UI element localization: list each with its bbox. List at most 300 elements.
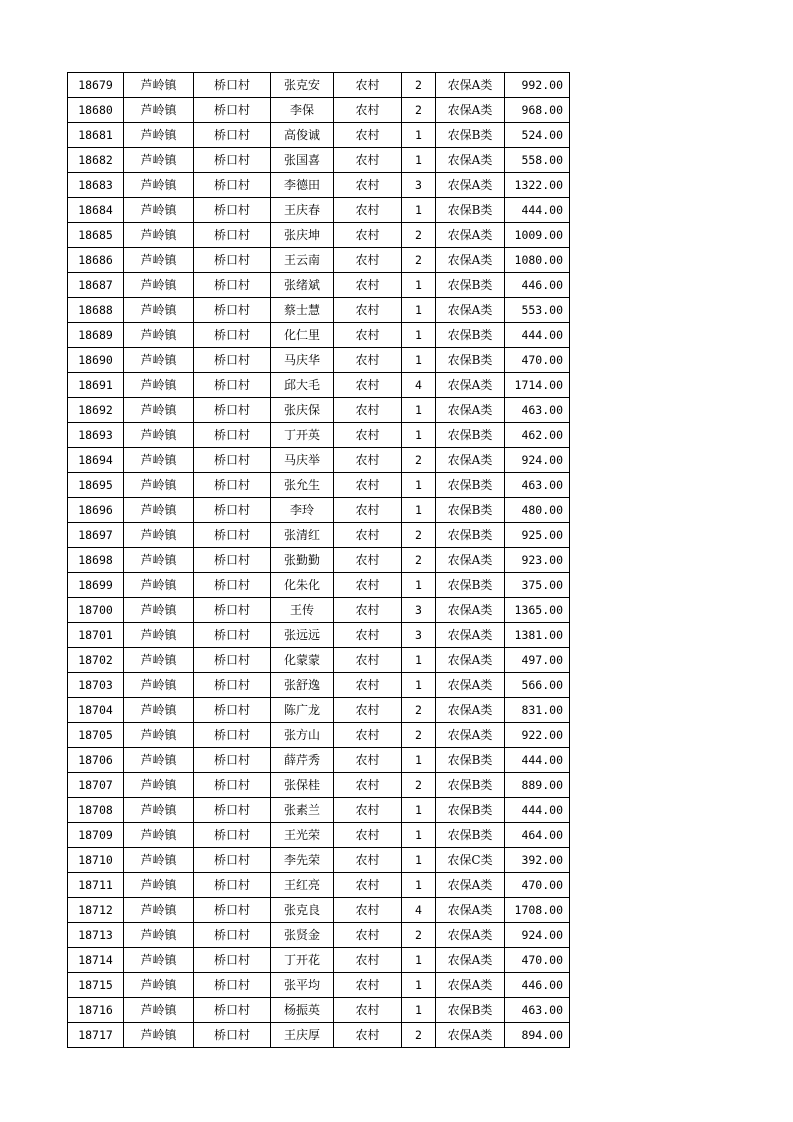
household-count-cell: 1 (402, 998, 436, 1023)
amount-cell: 392.00 (505, 848, 570, 873)
name-cell: 李保 (271, 98, 334, 123)
table-row (68, 248, 570, 273)
name-cell: 张绪斌 (271, 273, 334, 298)
area-type-cell: 农村 (334, 348, 402, 373)
table-row (68, 973, 570, 998)
table-row (68, 498, 570, 523)
insurance-class-cell: 农保A类 (436, 923, 505, 948)
household-count-cell: 1 (402, 748, 436, 773)
village-cell: 桥口村 (194, 573, 271, 598)
table-row (68, 198, 570, 223)
town-cell: 芦岭镇 (124, 198, 194, 223)
household-count-cell: 2 (402, 698, 436, 723)
table-row (68, 898, 570, 923)
amount-cell: 446.00 (505, 273, 570, 298)
insurance-class-cell: 农保A类 (436, 948, 505, 973)
area-type-cell: 农村 (334, 923, 402, 948)
insurance-class-cell: 农保A类 (436, 398, 505, 423)
name-cell: 张方山 (271, 723, 334, 748)
area-type-cell: 农村 (334, 498, 402, 523)
name-cell: 张允生 (271, 473, 334, 498)
village-cell: 桥口村 (194, 448, 271, 473)
insurance-class-cell: 农保A类 (436, 898, 505, 923)
insurance-class-cell: 农保A类 (436, 448, 505, 473)
amount-cell: 923.00 (505, 548, 570, 573)
area-type-cell: 农村 (334, 273, 402, 298)
amount-cell: 462.00 (505, 423, 570, 448)
table-row (68, 448, 570, 473)
insurance-class-cell: 农保A类 (436, 873, 505, 898)
table-row (68, 273, 570, 298)
area-type-cell: 农村 (334, 123, 402, 148)
household-count-cell: 1 (402, 398, 436, 423)
amount-cell: 1381.00 (505, 623, 570, 648)
town-cell: 芦岭镇 (124, 148, 194, 173)
row-id-cell: 18705 (68, 723, 124, 748)
area-type-cell: 农村 (334, 873, 402, 898)
household-count-cell: 2 (402, 248, 436, 273)
row-id-cell: 18700 (68, 598, 124, 623)
name-cell: 薛芹秀 (271, 748, 334, 773)
insurance-class-cell: 农保A类 (436, 673, 505, 698)
table-row (68, 573, 570, 598)
town-cell: 芦岭镇 (124, 573, 194, 598)
town-cell: 芦岭镇 (124, 848, 194, 873)
town-cell: 芦岭镇 (124, 648, 194, 673)
amount-cell: 470.00 (505, 873, 570, 898)
area-type-cell: 农村 (334, 773, 402, 798)
table-row (68, 598, 570, 623)
name-cell: 张庆坤 (271, 223, 334, 248)
insurance-class-cell: 农保A类 (436, 698, 505, 723)
village-cell: 桥口村 (194, 948, 271, 973)
name-cell: 陈广龙 (271, 698, 334, 723)
amount-cell: 444.00 (505, 323, 570, 348)
village-cell: 桥口村 (194, 673, 271, 698)
table-row (68, 823, 570, 848)
table-row (68, 423, 570, 448)
household-count-cell: 4 (402, 373, 436, 398)
area-type-cell: 农村 (334, 548, 402, 573)
amount-cell: 1714.00 (505, 373, 570, 398)
name-cell: 王庆春 (271, 198, 334, 223)
table-row (68, 348, 570, 373)
table-row (68, 873, 570, 898)
table-row (68, 948, 570, 973)
household-count-cell: 2 (402, 548, 436, 573)
amount-cell: 444.00 (505, 748, 570, 773)
area-type-cell: 农村 (334, 223, 402, 248)
table-row (68, 523, 570, 548)
village-cell: 桥口村 (194, 73, 271, 98)
area-type-cell: 农村 (334, 398, 402, 423)
row-id-cell: 18693 (68, 423, 124, 448)
name-cell: 李先荣 (271, 848, 334, 873)
insurance-class-cell: 农保B类 (436, 198, 505, 223)
name-cell: 杨振英 (271, 998, 334, 1023)
insurance-class-cell: 农保A类 (436, 723, 505, 748)
name-cell: 王庆厚 (271, 1023, 334, 1048)
town-cell: 芦岭镇 (124, 948, 194, 973)
table-row (68, 848, 570, 873)
household-count-cell: 1 (402, 273, 436, 298)
name-cell: 张勤勤 (271, 548, 334, 573)
name-cell: 王传 (271, 598, 334, 623)
village-cell: 桥口村 (194, 998, 271, 1023)
village-cell: 桥口村 (194, 148, 271, 173)
village-cell: 桥口村 (194, 648, 271, 673)
amount-cell: 464.00 (505, 823, 570, 848)
insurance-class-cell: 农保A类 (436, 373, 505, 398)
village-cell: 桥口村 (194, 223, 271, 248)
name-cell: 王云南 (271, 248, 334, 273)
area-type-cell: 农村 (334, 523, 402, 548)
insurance-class-cell: 农保A类 (436, 148, 505, 173)
amount-cell: 1080.00 (505, 248, 570, 273)
table-row (68, 1023, 570, 1048)
village-cell: 桥口村 (194, 723, 271, 748)
row-id-cell: 18686 (68, 248, 124, 273)
household-count-cell: 1 (402, 948, 436, 973)
name-cell: 张平均 (271, 973, 334, 998)
table-row (68, 798, 570, 823)
area-type-cell: 农村 (334, 723, 402, 748)
household-count-cell: 2 (402, 723, 436, 748)
name-cell: 张贤金 (271, 923, 334, 948)
row-id-cell: 18687 (68, 273, 124, 298)
insurance-class-cell: 农保B类 (436, 123, 505, 148)
name-cell: 化朱化 (271, 573, 334, 598)
row-id-cell: 18704 (68, 698, 124, 723)
name-cell: 丁开英 (271, 423, 334, 448)
name-cell: 高俊诚 (271, 123, 334, 148)
town-cell: 芦岭镇 (124, 723, 194, 748)
village-cell: 桥口村 (194, 473, 271, 498)
name-cell: 张保桂 (271, 773, 334, 798)
table-row (68, 998, 570, 1023)
name-cell: 马庆华 (271, 348, 334, 373)
insurance-class-cell: 农保A类 (436, 598, 505, 623)
row-id-cell: 18679 (68, 73, 124, 98)
household-count-cell: 1 (402, 298, 436, 323)
name-cell: 蔡士慧 (271, 298, 334, 323)
village-cell: 桥口村 (194, 798, 271, 823)
town-cell: 芦岭镇 (124, 623, 194, 648)
amount-cell: 1365.00 (505, 598, 570, 623)
village-cell: 桥口村 (194, 273, 271, 298)
village-cell: 桥口村 (194, 823, 271, 848)
town-cell: 芦岭镇 (124, 373, 194, 398)
table-row (68, 223, 570, 248)
town-cell: 芦岭镇 (124, 923, 194, 948)
insurance-class-cell: 农保A类 (436, 73, 505, 98)
village-cell: 桥口村 (194, 173, 271, 198)
town-cell: 芦岭镇 (124, 273, 194, 298)
row-id-cell: 18715 (68, 973, 124, 998)
amount-cell: 1322.00 (505, 173, 570, 198)
name-cell: 张克安 (271, 73, 334, 98)
village-cell: 桥口村 (194, 123, 271, 148)
household-count-cell: 1 (402, 648, 436, 673)
amount-cell: 497.00 (505, 648, 570, 673)
row-id-cell: 18709 (68, 823, 124, 848)
insurance-class-cell: 农保B类 (436, 823, 505, 848)
village-cell: 桥口村 (194, 523, 271, 548)
household-count-cell: 2 (402, 73, 436, 98)
insurance-class-cell: 农保A类 (436, 623, 505, 648)
row-id-cell: 18702 (68, 648, 124, 673)
village-cell: 桥口村 (194, 873, 271, 898)
table-row (68, 698, 570, 723)
name-cell: 王光荣 (271, 823, 334, 848)
town-cell: 芦岭镇 (124, 998, 194, 1023)
insurance-class-cell: 农保B类 (436, 748, 505, 773)
household-count-cell: 1 (402, 848, 436, 873)
row-id-cell: 18713 (68, 923, 124, 948)
village-cell: 桥口村 (194, 923, 271, 948)
town-cell: 芦岭镇 (124, 473, 194, 498)
area-type-cell: 农村 (334, 98, 402, 123)
town-cell: 芦岭镇 (124, 873, 194, 898)
area-type-cell: 农村 (334, 1023, 402, 1048)
insurance-class-cell: 农保A类 (436, 1023, 505, 1048)
area-type-cell: 农村 (334, 298, 402, 323)
household-count-cell: 3 (402, 623, 436, 648)
insurance-class-cell: 农保A类 (436, 648, 505, 673)
town-cell: 芦岭镇 (124, 398, 194, 423)
village-cell: 桥口村 (194, 373, 271, 398)
household-count-cell: 1 (402, 473, 436, 498)
household-count-cell: 1 (402, 873, 436, 898)
village-cell: 桥口村 (194, 698, 271, 723)
area-type-cell: 农村 (334, 448, 402, 473)
amount-cell: 924.00 (505, 448, 570, 473)
name-cell: 张国喜 (271, 148, 334, 173)
insurance-class-cell: 农保B类 (436, 273, 505, 298)
name-cell: 李玲 (271, 498, 334, 523)
town-cell: 芦岭镇 (124, 548, 194, 573)
town-cell: 芦岭镇 (124, 123, 194, 148)
town-cell: 芦岭镇 (124, 673, 194, 698)
name-cell: 丁开花 (271, 948, 334, 973)
insurance-class-cell: 农保B类 (436, 998, 505, 1023)
insurance-class-cell: 农保B类 (436, 423, 505, 448)
area-type-cell: 农村 (334, 673, 402, 698)
row-id-cell: 18708 (68, 798, 124, 823)
row-id-cell: 18712 (68, 898, 124, 923)
insurance-class-cell: 农保B类 (436, 473, 505, 498)
area-type-cell: 农村 (334, 423, 402, 448)
amount-cell: 924.00 (505, 923, 570, 948)
insurance-class-cell: 农保A类 (436, 173, 505, 198)
town-cell: 芦岭镇 (124, 223, 194, 248)
household-count-cell: 1 (402, 123, 436, 148)
row-id-cell: 18684 (68, 198, 124, 223)
household-count-cell: 1 (402, 198, 436, 223)
row-id-cell: 18691 (68, 373, 124, 398)
town-cell: 芦岭镇 (124, 448, 194, 473)
table-row (68, 923, 570, 948)
area-type-cell: 农村 (334, 573, 402, 598)
insurance-class-cell: 农保B类 (436, 323, 505, 348)
village-cell: 桥口村 (194, 973, 271, 998)
village-cell: 桥口村 (194, 398, 271, 423)
row-id-cell: 18680 (68, 98, 124, 123)
insurance-class-cell: 农保B类 (436, 773, 505, 798)
name-cell: 李德田 (271, 173, 334, 198)
name-cell: 化仁里 (271, 323, 334, 348)
amount-cell: 889.00 (505, 773, 570, 798)
town-cell: 芦岭镇 (124, 823, 194, 848)
household-count-cell: 1 (402, 573, 436, 598)
row-id-cell: 18710 (68, 848, 124, 873)
name-cell: 张舒逸 (271, 673, 334, 698)
amount-cell: 444.00 (505, 798, 570, 823)
amount-cell: 1009.00 (505, 223, 570, 248)
amount-cell: 553.00 (505, 298, 570, 323)
insurance-class-cell: 农保A类 (436, 973, 505, 998)
village-cell: 桥口村 (194, 423, 271, 448)
village-cell: 桥口村 (194, 598, 271, 623)
village-cell: 桥口村 (194, 248, 271, 273)
amount-cell: 922.00 (505, 723, 570, 748)
area-type-cell: 农村 (334, 598, 402, 623)
row-id-cell: 18692 (68, 398, 124, 423)
amount-cell: 992.00 (505, 73, 570, 98)
household-count-cell: 1 (402, 148, 436, 173)
area-type-cell: 农村 (334, 798, 402, 823)
name-cell: 张素兰 (271, 798, 334, 823)
village-cell: 桥口村 (194, 498, 271, 523)
table-row (68, 123, 570, 148)
table-row (68, 673, 570, 698)
area-type-cell: 农村 (334, 848, 402, 873)
household-count-cell: 1 (402, 823, 436, 848)
town-cell: 芦岭镇 (124, 323, 194, 348)
insurance-class-cell: 农保C类 (436, 848, 505, 873)
household-count-cell: 2 (402, 223, 436, 248)
area-type-cell: 农村 (334, 648, 402, 673)
household-count-cell: 2 (402, 1023, 436, 1048)
row-id-cell: 18698 (68, 548, 124, 573)
insurance-class-cell: 农保A类 (436, 223, 505, 248)
village-cell: 桥口村 (194, 848, 271, 873)
town-cell: 芦岭镇 (124, 498, 194, 523)
area-type-cell: 农村 (334, 898, 402, 923)
household-count-cell: 3 (402, 598, 436, 623)
row-id-cell: 18714 (68, 948, 124, 973)
table-row (68, 623, 570, 648)
town-cell: 芦岭镇 (124, 523, 194, 548)
row-id-cell: 18699 (68, 573, 124, 598)
area-type-cell: 农村 (334, 698, 402, 723)
area-type-cell: 农村 (334, 173, 402, 198)
village-cell: 桥口村 (194, 348, 271, 373)
amount-cell: 480.00 (505, 498, 570, 523)
area-type-cell: 农村 (334, 73, 402, 98)
amount-cell: 831.00 (505, 698, 570, 723)
amount-cell: 444.00 (505, 198, 570, 223)
amount-cell: 375.00 (505, 573, 570, 598)
row-id-cell: 18683 (68, 173, 124, 198)
row-id-cell: 18717 (68, 1023, 124, 1048)
household-count-cell: 4 (402, 898, 436, 923)
table-row (68, 323, 570, 348)
insurance-class-cell: 农保B类 (436, 798, 505, 823)
table-row (68, 373, 570, 398)
insurance-class-cell: 农保B类 (436, 573, 505, 598)
amount-cell: 463.00 (505, 998, 570, 1023)
household-count-cell: 1 (402, 323, 436, 348)
town-cell: 芦岭镇 (124, 348, 194, 373)
table-row (68, 723, 570, 748)
town-cell: 芦岭镇 (124, 173, 194, 198)
table-row (68, 148, 570, 173)
area-type-cell: 农村 (334, 248, 402, 273)
row-id-cell: 18696 (68, 498, 124, 523)
village-cell: 桥口村 (194, 298, 271, 323)
amount-cell: 558.00 (505, 148, 570, 173)
area-type-cell: 农村 (334, 998, 402, 1023)
insurance-class-cell: 农保B类 (436, 498, 505, 523)
household-count-cell: 2 (402, 923, 436, 948)
insurance-class-cell: 农保A类 (436, 548, 505, 573)
town-cell: 芦岭镇 (124, 98, 194, 123)
document-page (67, 72, 570, 1048)
area-type-cell: 农村 (334, 198, 402, 223)
town-cell: 芦岭镇 (124, 298, 194, 323)
household-count-cell: 1 (402, 348, 436, 373)
insurance-class-cell: 农保B类 (436, 348, 505, 373)
amount-cell: 925.00 (505, 523, 570, 548)
row-id-cell: 18707 (68, 773, 124, 798)
area-type-cell: 农村 (334, 373, 402, 398)
town-cell: 芦岭镇 (124, 798, 194, 823)
village-cell: 桥口村 (194, 748, 271, 773)
amount-cell: 470.00 (505, 948, 570, 973)
row-id-cell: 18701 (68, 623, 124, 648)
town-cell: 芦岭镇 (124, 698, 194, 723)
table-row (68, 173, 570, 198)
table-row (68, 298, 570, 323)
table-row (68, 748, 570, 773)
amount-cell: 446.00 (505, 973, 570, 998)
name-cell: 王红亮 (271, 873, 334, 898)
table-row (68, 98, 570, 123)
area-type-cell: 农村 (334, 148, 402, 173)
name-cell: 化蒙蒙 (271, 648, 334, 673)
village-cell: 桥口村 (194, 898, 271, 923)
table-row (68, 648, 570, 673)
table-row (68, 398, 570, 423)
household-count-cell: 2 (402, 98, 436, 123)
town-cell: 芦岭镇 (124, 973, 194, 998)
amount-cell: 968.00 (505, 98, 570, 123)
area-type-cell: 农村 (334, 323, 402, 348)
household-count-cell: 3 (402, 173, 436, 198)
amount-cell: 524.00 (505, 123, 570, 148)
row-id-cell: 18695 (68, 473, 124, 498)
row-id-cell: 18711 (68, 873, 124, 898)
town-cell: 芦岭镇 (124, 898, 194, 923)
row-id-cell: 18689 (68, 323, 124, 348)
row-id-cell: 18681 (68, 123, 124, 148)
row-id-cell: 18697 (68, 523, 124, 548)
amount-cell: 463.00 (505, 473, 570, 498)
village-cell: 桥口村 (194, 98, 271, 123)
household-count-cell: 1 (402, 798, 436, 823)
household-count-cell: 2 (402, 523, 436, 548)
